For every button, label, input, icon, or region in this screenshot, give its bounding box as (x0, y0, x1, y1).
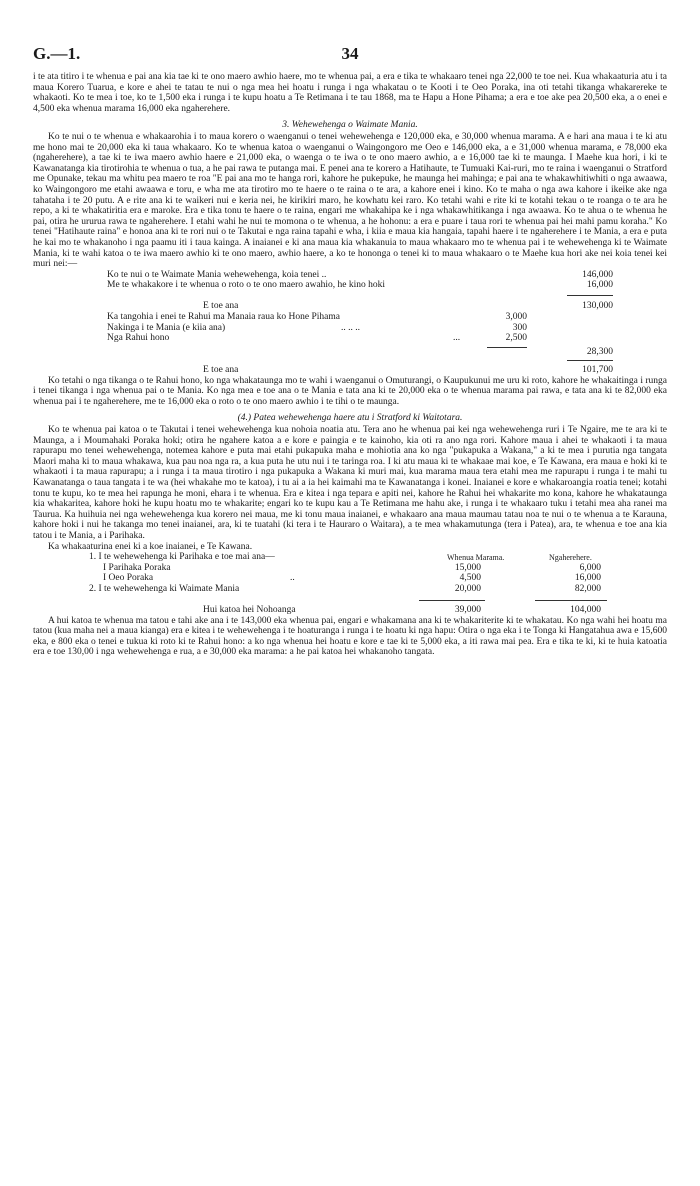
table-row-label: 2. I te wehewehenga ki Waimate Mania (89, 583, 240, 594)
table-row-label: Nga Rahui hono (107, 333, 170, 344)
table-row-label: I Oeo Poraka (103, 573, 154, 584)
table-row-label: Hui katoa hei Nohoanga (203, 605, 296, 616)
page-number: 34 (341, 44, 359, 63)
table-rule-row (33, 354, 667, 365)
section-heading-waimate-mania: 3. Wehewehenga o Waimate Mania. (282, 120, 418, 131)
table-row-value: 16,000 (586, 280, 613, 291)
table-row-leader: .. .. .. (341, 322, 360, 333)
table-row-value: 101,700 (582, 365, 613, 376)
table-row (33, 333, 667, 344)
nohoanga-table (33, 552, 667, 616)
table-row-value: 146,000 (582, 269, 613, 280)
table-row (33, 301, 667, 312)
paragraph-conclusion: A hui katoa te whenua ma tatou e tahi ake ana i te 143,000 eka whenua pai, engari e whakamana ana ki te whakariterite ki te whakatau. Ko nga wahi hei hoatu ma tatou (kua maha nei a maua kianga) era e kitea i te wehewehenga i te hoaturanga i runga i te hoatu ki nga hapu: Otira o nga eka i te Tonga ki Hangatahua awa e 15,600 eka, e 800 eka o tenei e tukua ki roto ki te Rahui hono: a ko nga whenua hei hoatu e kore e tae ki te 5,000 eka, a iti rawa mai pea. Era e tika te ki, ki te huia katoatia era e toe 130,00 i nga wehewehenga e rua, a e 30,000 eka marama: a he pai katoa hei whakanoho tangata. (33, 615, 667, 658)
table-row-value: 130,000 (582, 301, 613, 312)
table-row-value: 28,300 (586, 346, 613, 357)
table-row-value: 3,000 (505, 312, 527, 323)
table-rule-row (33, 291, 667, 302)
table-row-label: Nakinga i te Mania (e kiia ana) (107, 322, 226, 333)
table-rule (419, 600, 485, 601)
page-header (33, 44, 667, 66)
table-rule-row (33, 595, 667, 606)
table-row-value: 300 (512, 322, 527, 333)
table-row (33, 563, 667, 574)
table-cell-whenua-marama: 15,000 (454, 562, 481, 573)
table-row-label: E toe ana (203, 365, 239, 376)
waimate-mania-table (33, 270, 667, 376)
table-rule (567, 360, 613, 361)
paragraph-waimate-mania: Ko te nui o te whenua e whakaarohia i to maua korero o waenganui o tenei wehewehenga e 120,000 eka, e 30,000 whenua marama. A e hari ana maua i te ki atu me hono mai te 20,000 eka ki taua whakaaro. Ko te whenua katoa o waenganui o Waingongoro me Oeo e 146,000 eka, a e 31,000 whenua marama, e 78,000 eka (ngaherehere), a tae ki te iwa maero awhio haere e 21,000 eka, o waenga o te iwa o te ono maero awhio, a e 16,000 tae ki te maunga. I Maehe kua hori, i ki te Kawanatanga kia tirotirohia te whenua o tua, a he pai rawa te putanga mai. E penei ana te korero a Hatihaute, te Tumuaki Kai-ruri, mo te raina i waenganui o Stratford me Opunake, tekau ma whitu pea maero te roa "E pai ana mo te hanga rori, kahore he pukepuke, he maunga hei mahinga; e pai ana te whakawhitiwhiti o nga awaawa, ko Waingongoro me etahi awaawa e toru, e wha me ata tirotiro mo te haere o te raina o te ara, a kahore enei i kino. Ko te maha o nga awa kahore i ikeike ake nga tahataha i te 20 putu. A e rite ana ki te waikeri nui e keria nei, he kirikiri maro, he kowhatu kei raro. Ko tetahi wahi e rite ki te kotahi tekau o te roanga o te ara he repo, a ki te whakatiritia era e maroke. Era e tika tonu te haere o te raina, engari me whakahipa ke i nga whakawhitikanga i nga awaawa. Ko te ahua o te whenua he pai, otira he ururua rawa te ngaherehere. I etahi wahi he nui te momona o te whenua, a he hohonu: a era e puare i taua rori te whenua pai hei mahi pamu koraha." Ko tenei "Hatihaute raina" e honoa ana ki te rori nui o te Takutai e nga raina tapahi e wha, i kiia e maua kia hangaia, tapahi haere i te ngaherehere i te Mania, a era e puta he kai mo te whakanoho i nga paamu iti i taua kainga. A inaianei e ki ana maua kia whakanuia to maua whakaaro mo te whenua pai i te wehewehenga ki te Waimate Mania, ki te wahi katoa o te iwa maero awhio ki te ono maero, awhio haere, a ko te hononga o tenei ki to maua whakaaro o te Maehe kua hori ake nei koia tenei kei muri nei:— (33, 131, 667, 270)
table-row (33, 365, 667, 376)
table-row (33, 323, 667, 334)
table-row-label: Ka tangohia i enei te Rahui ma Manaia raua ko Hone Pihama (107, 312, 340, 323)
table-cell-ngaherehere: 82,000 (574, 583, 601, 594)
table-row-label: Me te whakakore i te whenua o roto o te ono maero awahio, he kino hoki (107, 280, 386, 291)
table-row (33, 312, 667, 323)
table-row-label: Ko te nui o te Waimate Mania wehewehenga, koia tenei .. (107, 269, 327, 280)
column-header-whenua-marama: Whenua Marama. (447, 553, 505, 563)
table-row (33, 552, 667, 563)
table-row (33, 605, 667, 616)
table-row (33, 280, 667, 291)
table-row (33, 584, 667, 595)
paragraph-intro-table: Ka whakaaturina enei ki a koe inaianei, e Te Kawana. (48, 541, 253, 552)
table-rule (535, 600, 607, 601)
document-body (33, 72, 667, 658)
section-heading-patea: (4.) Patea wehewehenga haere atu i Stratford ki Waitotara. (237, 413, 463, 424)
table-row-value: 2,500 (505, 333, 527, 344)
table-cell-ngaherehere: 16,000 (574, 573, 601, 584)
table-row-label: E toe ana (203, 301, 239, 312)
table-cell-ngaherehere: 6,000 (579, 562, 601, 573)
paragraph-patea: Ko te whenua pai katoa o te Takutai i tenei wehewehenga kua nohoia noatia atu. Tera ano he whenua pai kei nga wehewehenga ruri i Te Ngaire, me te ara ki te Maunga, a i Moumahaki Poraka hoki; otira he ngahere katoa a e kore e paingia e te kainoho, kia oti ra ano nga rori. Kahore maua i ahei te whakaoti i ta maua rapurapu mo tenei wehewehenga, notemea kahore e puta mai etahi pukapuka maha e mohiotia ana ko nga "pukapuka a Wakana," a ki te mea i purutia nga tangata Maori maha ki to maua whakawa, kua pau noa nga ra, a kua puta he utu nui i te taringa roa. I ki atu maua ki te whakaae mai koe, e Te Kawana, era maua e hoki ki te whakaoti i ta maua rapurapu; a i runga i ta maua tirotiro i nga pukapuka a Wakana ki muri mai, kua marama maua tera etahi mea me rapurapu i runga i te mahi tu Kawanatanga o taua tangata i te wa (hei whakahe mo te katoa), i tu ai a ia hei kaimahi ma te Kawanatanga i konei. Inaianei e kore e whakaroangia roatia tenei; kotahi tonu te kupu, ko te mea hei rapunga he moni, ehara i te whenua. Era e kitea i nga tepara e apiti nei, kahore he Rahui hei whakarite mo kona, kahore he whakataunga kia whakaritea, kahore hoki he kupu hoatu mo te whakarite; engari ko te kupu kau a Te Retimana me hahu ake, i runga i te whakaaro tuku i tetahi mea aha ranei ma Taurua. Ka huihuia nei nga wehewehenga kua korero nei maua, me ki tonu maua inaianei, e whakaaro ana maua maumau tatau noa te nui o te whenua a te Karauna, kahore hoki i nui he takanga mo tenei inaianei, ara, ki te tuatahi (ki tera i te Hauraro o Waitara), a te mea whakamutunga (tera i Patea), ara, te whenua e toe ana kia tatou i te Mania, a i Parihaka. (33, 425, 667, 541)
table-row (33, 344, 667, 355)
document-reference: G.—1. (33, 44, 81, 63)
table-cell-whenua-marama: 4,500 (459, 573, 481, 584)
table-cell-ngaherehere: 104,000 (570, 605, 601, 616)
table-cell-whenua-marama: 20,000 (454, 583, 481, 594)
table-row (33, 573, 667, 584)
table-rule (487, 347, 527, 348)
table-cell-whenua-marama: 39,000 (454, 605, 481, 616)
table-row-label: I Parihaka Poraka (103, 562, 171, 573)
table-row-leader: .. (290, 573, 295, 584)
table-row-leader: ... (453, 333, 461, 344)
table-rule (567, 295, 613, 296)
table-row (33, 270, 667, 281)
paragraph-oeo-remainder: i te ata titiro i te whenua e pai ana kia tae ki te ono maero awhio haere, mo te whenua pai, a era e tika te whakaaro tenei nga 22,000 te toe nei. Kua whakaaturia atu i ta maua Korero Tuarua, e kore e ahei te tatau te nui o nga mea hei hoatu i runga i nga whakatau o te Kooti i te Oeo Poraka, ina oti tetahi tikanga whakarereke te whakaoti. Ko te mea i toe, ko te 1,500 eka i runga i te kupu hoatu a Te Retimana i te tau 1868, ma te Hapu a Hone Pihama; a era e toe ake pea 20,500 eka, a o enei e 4,500 eka whenua marama 16,000 eka ngaherehere. (33, 72, 667, 114)
paragraph-rahui-hono: Ko tetahi o nga tikanga o te Rahui hono, ko nga whakataunga mo te wahi i waenganui o Omuturangi, o Kaupukunui me uru ki roto, kahore he whakaitinga i runga i tenei tikanga i nga whenua pai o te Mania. Ko nga mea e toe ana o te Mania e tata ana ki te 20,000 eka o te whenua marama pai rawa, e tata ana ki te 82,000 eka whenua pai i te ngaherehere, me te 16,000 eka o roto o te ono maero awhio i te tihi o te maunga. (33, 375, 667, 407)
column-header-ngaherehere: Ngaherehere. (549, 553, 592, 563)
table-row-label: 1. I te wehewehenga ki Parihaka e toe mai ana— (89, 552, 275, 563)
